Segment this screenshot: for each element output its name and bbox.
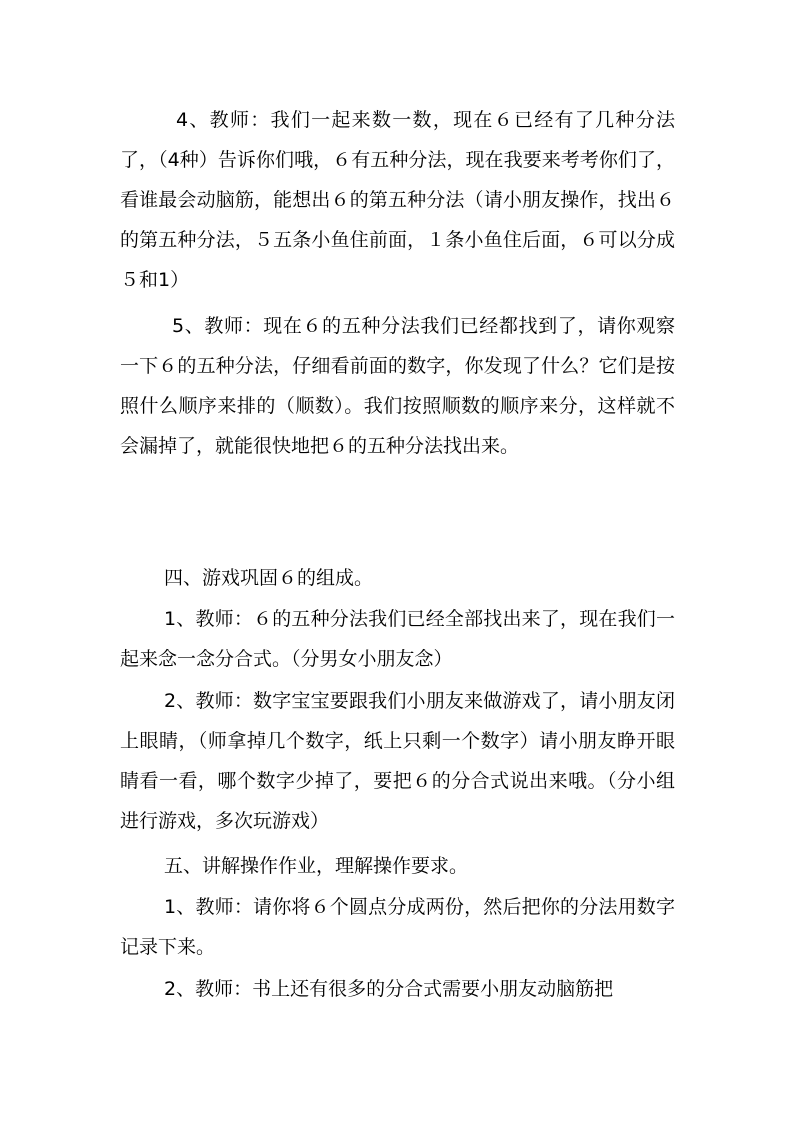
paragraph-game-step-2: 2、教师：数字宝宝要跟我们小朋友来做游戏了，请小朋友闭上眼睛，（师拿掉几个数字，纸上只剩一个数字）请小朋友睁开眼睛看一看，哪个数字少掉了，要把６的分合式说出来哦。（分小组进行游戏，多次玩游戏） [120,690,675,832]
paragraph-teacher-step-5: 5、教师：现在６的五种分法我们已经都找到了，请你观察一下６的五种分法，仔细看前面的数字，你发现了什么？它们是按照什么顺序来排的（顺数）。我们按照顺数的顺序来分，这样就不会漏掉了，就能很快地把６的五种分法找出来。 [120,315,675,457]
paragraph-teacher-step-4: 4、教师：我们一起来数一数，现在６已经有了几种分法了，（4种）告诉你们哦，６有五种分法，现在我要来考考你们了，看谁最会动脑筋，能想出６的第五种分法（请小朋友操作，找出６的第五种分法，５五条小鱼住前面，１条小鱼住后面，６可以分成５和1） [120,109,675,291]
section-heading-homework: 五、讲解操作作业，理解操作要求。 [164,855,469,877]
paragraph-homework-step-1: 1、教师：请你将６个圆点分成两份，然后把你的分法用数字记录下来。 [120,896,675,958]
paragraph-game-step-1: 1、教师：６的五种分法我们已经全部找出来了，现在我们一起来念一念分合式。（分男女小朋友念） [120,608,675,670]
paragraph-homework-step-2: 2、教师：书上还有很多的分合式需要小朋友动脑筋把 [164,978,614,1000]
section-heading-game: 四、游戏巩固６的组成。 [164,567,374,589]
